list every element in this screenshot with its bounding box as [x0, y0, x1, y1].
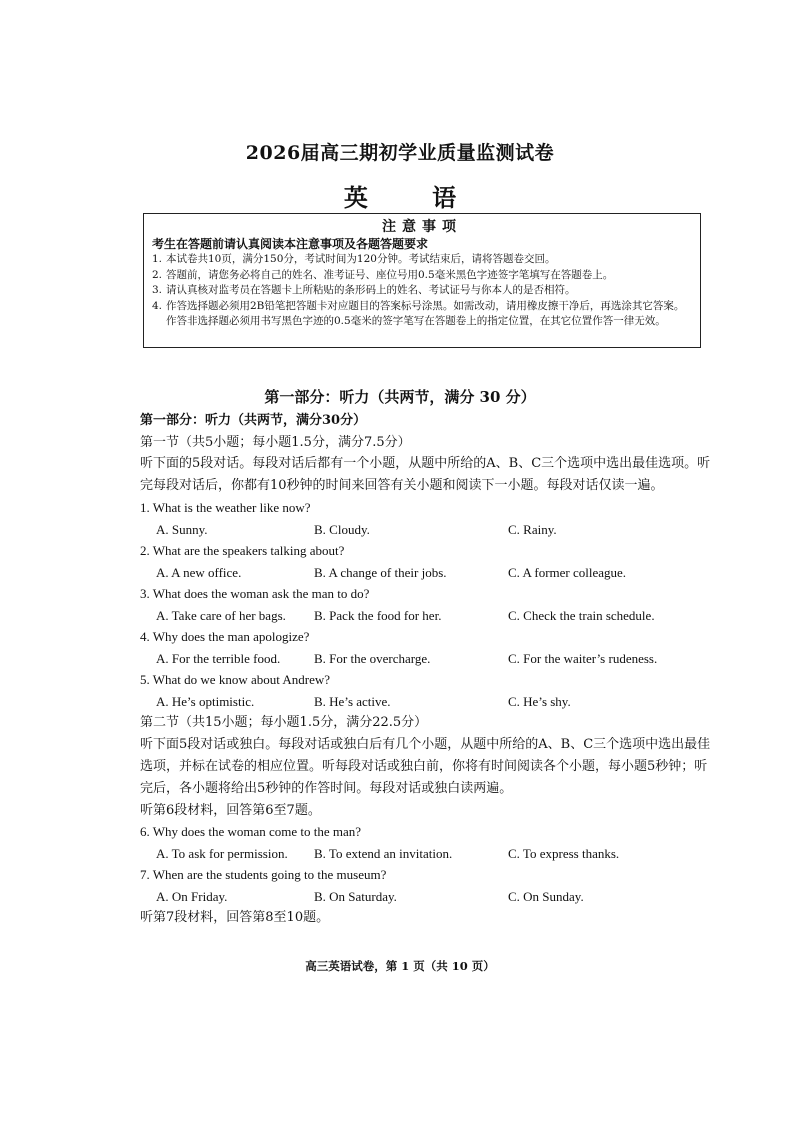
option-b[interactable]: B. On Saturday. [314, 888, 397, 904]
section1-instructions: 听下面的5段对话。每段对话后都有一个小题，从题中所给的A、B、C三个选项中选出最佳选项。听完每段对话后，你都有10秒钟的时间来回答有关小题和阅读下一小题。每段对话仅读一遍。 [140, 456, 711, 493]
option-a[interactable]: A. For the terrible food. [156, 650, 281, 666]
notice-box [143, 213, 701, 348]
question-block [140, 540, 720, 583]
material-7-instruction: 听第7段材料，回答第8至10题。 [140, 910, 330, 925]
notice-item-text: 请认真核对监考员在答题卡上所粘贴的条形码上的姓名、考试证号与你本人的是否相符。 [166, 284, 576, 296]
notice-item-number: 2. [152, 268, 163, 281]
notice-item-number: 3. [152, 284, 163, 296]
notice-item-text: 作答选择题必须用2B铅笔把答题卡对应题目的答案标号涂黑。如需改动，请用橡皮擦干净后，再选涂其它答案。作答非选择题必须用书写黑色字迹的0.5毫米的签字笔写在答题卷上的指定位置，在其它位置作答一律无效。 [166, 299, 685, 327]
option-a[interactable]: A. Sunny. [156, 521, 208, 537]
option-b[interactable]: B. He’s active. [314, 693, 391, 709]
part1-subheading: 第一部分：听力（共两节，满分30分） [140, 413, 367, 428]
notice-item [152, 283, 692, 299]
question-text: 3. What does the woman ask the man to do? [140, 586, 370, 601]
question-options [140, 519, 720, 541]
option-a[interactable]: A. Take care of her bags. [156, 607, 286, 623]
option-a[interactable]: A. A new office. [156, 564, 242, 580]
option-c[interactable]: C. Check the train schedule. [508, 607, 655, 623]
material-6-instruction: 听第6段材料，回答第6至7题。 [140, 802, 321, 818]
option-a[interactable]: A. On Friday. [156, 888, 228, 904]
notice-item-text: 本试卷共10页，满分150分，考试时间为120分钟。考试结束后，请将答题卷交回。 [166, 253, 556, 265]
option-c[interactable]: C. To express thanks. [508, 845, 620, 861]
question-text: 7. When are the students going to the museum? [140, 867, 387, 882]
question-options [140, 562, 720, 584]
question-block [140, 583, 720, 626]
question-text: 6. Why does the woman come to the man? [140, 824, 362, 839]
question-options [140, 691, 720, 713]
option-b[interactable]: B. A change of their jobs. [314, 564, 447, 580]
notice-item-text: 答题前，请您务必将自己的姓名、准考证号、座位号用0.5毫米黑色字迹签字笔填写在答题卷上。 [166, 268, 614, 281]
option-c[interactable]: C. Rainy. [508, 521, 557, 537]
notice-item [152, 252, 692, 268]
notice-item [152, 268, 692, 284]
notice-item-number: 4. [152, 299, 163, 312]
section2-title: 第二节（共15小题；每小题1.5分，满分22.5分） [140, 715, 428, 730]
option-b[interactable]: B. Pack the food for her. [314, 607, 442, 623]
question-options [140, 648, 720, 670]
option-c[interactable]: C. He’s shy. [508, 693, 571, 709]
option-a[interactable]: A. To ask for permission. [156, 845, 288, 861]
question-text: 1. What is the weather like now? [140, 500, 311, 515]
option-b[interactable]: B. To extend an invitation. [314, 845, 453, 861]
question-options [140, 605, 720, 627]
option-b[interactable]: B. Cloudy. [314, 521, 370, 537]
option-a[interactable]: A. He’s optimistic. [156, 693, 255, 709]
section1-title: 第一节（共5小题；每小题1.5分，满分7.5分） [140, 434, 411, 450]
listening-content [140, 410, 720, 929]
question-options [140, 843, 720, 865]
section2-instructions: 听下面5段对话或独白。每段对话或独白后有几个小题，从题中所给的A、B、C三个选项中选出最佳选项，并标在试卷的相应位置。听每段对话或独白前，你将有时间阅读各个小题，每小题5秒钟；听完后，各小题将给出5秒钟的作答时间。每段对话或独白读两遍。 [140, 736, 711, 796]
option-c[interactable]: C. On Sunday. [508, 888, 584, 904]
question-text: 2. What are the speakers talking about? [140, 543, 345, 558]
option-c[interactable]: C. A former colleague. [508, 564, 627, 580]
notice-item [152, 299, 692, 330]
option-c[interactable]: C. For the waiter’s rudeness. [508, 650, 658, 666]
notice-item-number: 1. [152, 253, 163, 265]
exam-subject: 英 语 [343, 183, 485, 212]
part1-heading: 第一部分：听力（共两节，满分 30 分） [264, 388, 536, 406]
option-b[interactable]: B. For the overcharge. [314, 650, 431, 666]
question-block [140, 669, 720, 712]
question-text: 4. Why does the man apologize? [140, 629, 310, 644]
question-block [140, 497, 720, 540]
question-text: 5. What do we know about Andrew? [140, 672, 331, 687]
question-block [140, 821, 720, 864]
page-footer: 高三英语试卷，第 1 页（共 10 页） [305, 959, 495, 973]
question-block [140, 626, 720, 669]
notice-lead: 考生在答题前请认真阅读本注意事项及各题答题要求 [152, 237, 429, 251]
question-block [140, 864, 720, 907]
exam-title: 2026届高三期初学业质量监测试卷 [245, 142, 555, 164]
question-options [140, 886, 720, 908]
notice-title: 注意事项 [382, 219, 462, 235]
